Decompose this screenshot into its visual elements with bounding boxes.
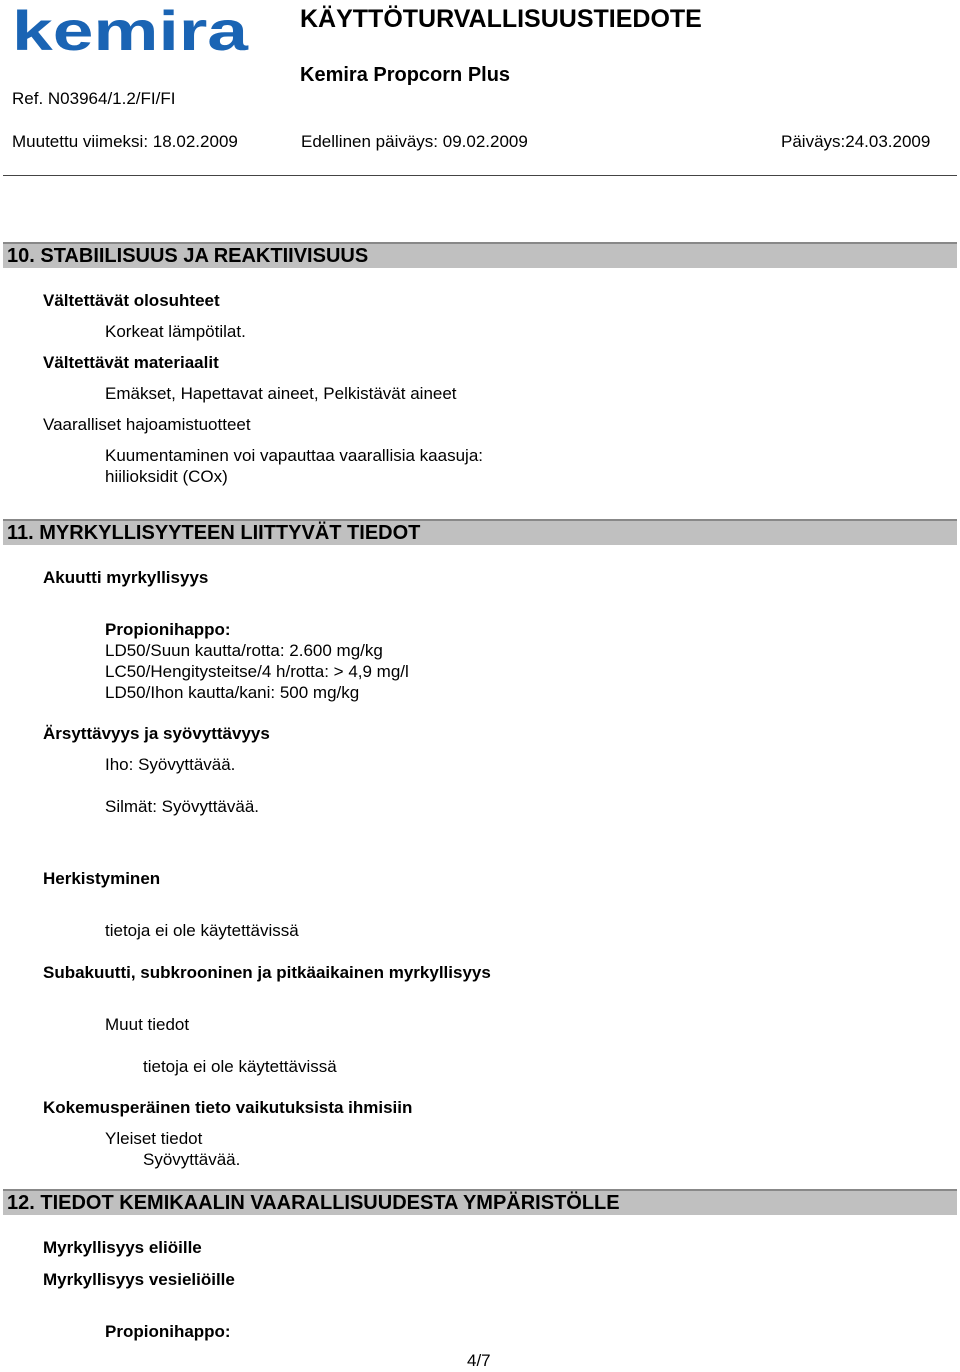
ld50-oral: LD50/Suun kautta/rotta: 2.600 mg/kg (105, 641, 383, 660)
issue-date: Päiväys:24.03.2009 (781, 132, 931, 151)
eye-effect: Silmät: Syövyttävää. (105, 797, 260, 816)
ld50-dermal: LD50/Ihon kautta/kani: 500 mg/kg (105, 683, 360, 702)
irritation-heading: Ärsyttävyys ja syövyttävyys (43, 724, 270, 743)
substance-name-2: Propionihappo: (105, 1322, 231, 1341)
avoid-materials-heading: Vältettävät materiaalit (43, 353, 219, 372)
general-info-text: Syövyttävää. (143, 1150, 241, 1169)
sensitisation-text: tietoja ei ole käytettävissä (105, 921, 299, 940)
logo-text: kemira (12, 6, 250, 56)
skin-effect: Iho: Syövyttävää. (105, 755, 236, 774)
other-info-heading: Muut tiedot (105, 1015, 190, 1034)
organism-toxicity-heading: Myrkyllisyys eliöille (43, 1238, 202, 1257)
section-11-bar (3, 519, 957, 545)
section-11-title: 11. MYRKYLLISYYTEEN LIITTYVÄT TIEDOT (7, 522, 421, 544)
previous-date: Edellinen päiväys: 09.02.2009 (301, 132, 528, 151)
human-effects-heading: Kokemusperäinen tieto vaikutuksista ihmisiin (43, 1098, 413, 1117)
acute-toxicity-heading: Akuutti myrkyllisyys (43, 568, 209, 587)
other-info-text: tietoja ei ole käytettävissä (143, 1057, 337, 1076)
section-12-title: 12. TIEDOT KEMIKAALIN VAARALLISUUDESTA YMPÄRISTÖLLE (7, 1192, 620, 1214)
sensitisation-heading: Herkistyminen (43, 869, 161, 888)
aquatic-toxicity-heading: Myrkyllisyys vesieliöille (43, 1270, 235, 1289)
section-10-title: 10. STABIILISUUS JA REAKTIIVISUUS (7, 245, 369, 267)
kemira-logo (12, 6, 252, 56)
reference-number: Ref. N03964/1.2/FI/FI (12, 89, 176, 108)
substance-name: Propionihappo: (105, 620, 231, 639)
decomposition-text-2: hiilioksidit (COx) (105, 467, 228, 486)
lc50-inhalation: LC50/Hengitysteitse/4 h/rotta: > 4,9 mg/l (105, 662, 409, 681)
decomposition-text-1: Kuumentaminen voi vapauttaa vaarallisia kaasuja: (105, 446, 484, 465)
general-info-heading: Yleiset tiedot (105, 1129, 203, 1148)
product-name: Kemira Propcorn Plus (300, 64, 511, 86)
subacute-heading: Subakuutti, subkrooninen ja pitkäaikainen myrkyllisyys (43, 963, 491, 982)
decomposition-heading: Vaaralliset hajoamistuotteet (43, 415, 251, 434)
section-10-bar (3, 242, 957, 268)
avoid-materials-text: Emäkset, Hapettavat aineet, Pelkistävät aineet (105, 384, 457, 403)
section-12-bar (3, 1189, 957, 1215)
page-number: 4/7 (467, 1351, 491, 1370)
avoid-conditions-heading: Vältettävät olosuhteet (43, 291, 220, 310)
avoid-conditions-text: Korkeat lämpötilat. (105, 322, 246, 341)
modified-date: Muutettu viimeksi: 18.02.2009 (12, 132, 238, 151)
document-title: KÄYTTÖTURVALLISUUSTIEDOTE (300, 5, 702, 33)
header-divider (3, 175, 957, 176)
